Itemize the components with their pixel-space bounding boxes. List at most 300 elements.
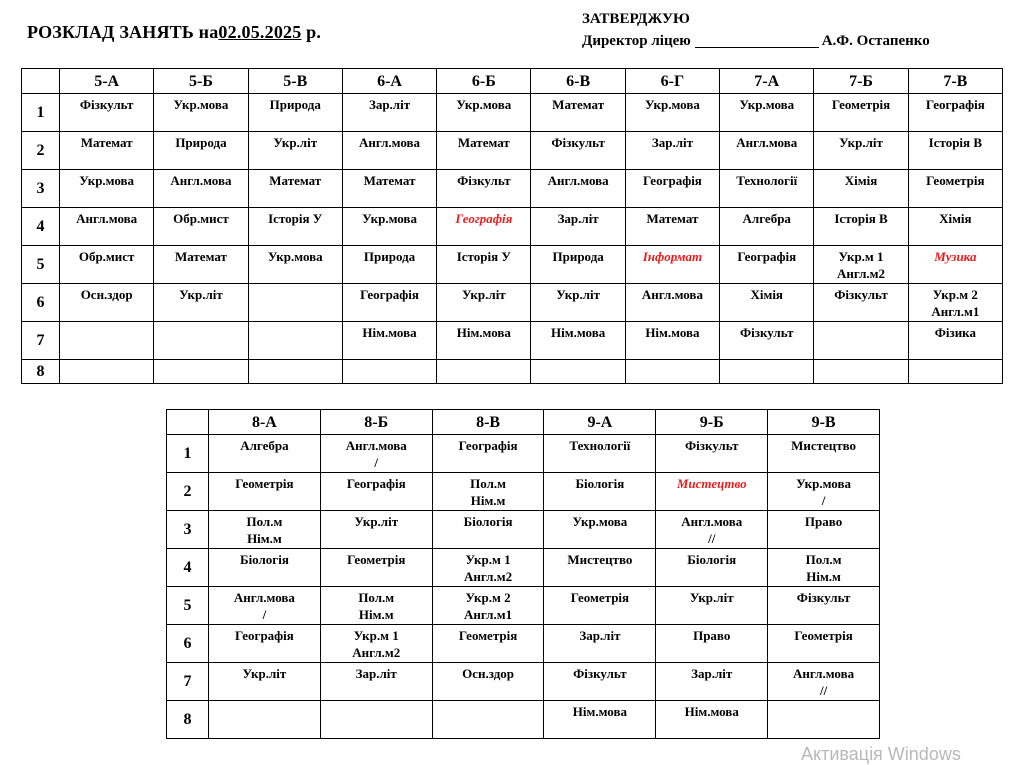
subject-name: Обр.мист (78, 249, 135, 264)
lesson-number: 4 (22, 208, 60, 246)
lesson-cell (248, 322, 342, 360)
lesson-cell (154, 360, 248, 384)
subject-name: Мистецтво (791, 438, 857, 453)
lesson-cell (432, 587, 544, 625)
lesson-cell (209, 549, 321, 587)
subject-name: Обр.мист (173, 211, 229, 226)
subject-name: Пол.м (358, 590, 395, 605)
lesson-cell (209, 625, 321, 663)
subject-name: Історія У (268, 211, 323, 226)
lesson-cell (531, 208, 625, 246)
class-header: 9-Б (656, 410, 768, 435)
subject-name: Укр.літ (461, 287, 506, 302)
lesson-cell (342, 246, 436, 284)
subject-name: Нім.мова (551, 325, 606, 340)
subject-name: Природа (175, 135, 227, 150)
lesson-cell (320, 625, 432, 663)
subject-name: Укр.мова (572, 514, 628, 529)
lesson-number: 8 (22, 360, 60, 384)
subject-name: Математ (174, 249, 227, 264)
title-text: РОЗКЛАД ЗАНЯТЬ на (27, 22, 219, 42)
lesson-cell (625, 208, 719, 246)
subject-name: Англ.м2 (837, 266, 886, 281)
lesson-cell (544, 435, 656, 473)
approval-block (582, 8, 930, 52)
header-row (22, 69, 1003, 94)
lesson-number: 1 (22, 94, 60, 132)
subject-name: Геометрія (458, 628, 518, 643)
class-header: 9-В (768, 410, 880, 435)
lesson-cell (60, 170, 154, 208)
subject-name: Фізкульт (739, 325, 794, 340)
subject-name: Фізика (934, 325, 976, 340)
lesson-cell (768, 587, 880, 625)
lesson-cell (432, 663, 544, 701)
lesson-number: 8 (167, 701, 209, 739)
lesson-cell (531, 246, 625, 284)
lesson-cell (432, 625, 544, 663)
lesson-cell (531, 284, 625, 322)
subject-name: Математ (269, 173, 322, 188)
subject-name: Укр.літ (273, 135, 318, 150)
subject-name: Біологія (687, 552, 737, 567)
lesson-cell (60, 284, 154, 322)
lesson-cell (209, 473, 321, 511)
subject-name: Зар.літ (691, 666, 733, 681)
subject-name: Пол.м (805, 552, 842, 567)
subject-name: Біологія (575, 476, 625, 491)
lesson-cell (60, 246, 154, 284)
lesson-number: 3 (22, 170, 60, 208)
subject-name: Зар.літ (368, 97, 411, 112)
lesson-cell (768, 663, 880, 701)
signature-line (695, 47, 819, 48)
subject-name: Математ (80, 135, 133, 150)
schedule-table-grades-5-7 (21, 68, 1003, 384)
subject-name: // (708, 531, 716, 546)
lesson-cell (656, 701, 768, 739)
lesson-cell (908, 322, 1002, 360)
lesson-number: 6 (22, 284, 60, 322)
subject-name: Англ.мова (681, 514, 743, 529)
header-row (167, 410, 880, 435)
lesson-cell (154, 94, 248, 132)
lesson-cell (209, 701, 321, 739)
title-date: 02.05.2025 (218, 22, 302, 42)
subject-name: Географія (925, 97, 985, 112)
subject-name: Хімія (939, 211, 972, 226)
lesson-cell (60, 360, 154, 384)
lesson-cell (908, 284, 1002, 322)
subject-name: / (374, 455, 379, 470)
lesson-cell (320, 701, 432, 739)
subject-name: Укр.мова (267, 249, 323, 264)
lesson-cell (531, 170, 625, 208)
lesson-cell (625, 360, 719, 384)
lesson-cell (814, 208, 908, 246)
subject-name: Природа (552, 249, 604, 264)
lesson-cell (248, 284, 342, 322)
lesson-cell (544, 587, 656, 625)
subject-name: Пол.м (246, 514, 283, 529)
lesson-cell (60, 132, 154, 170)
lesson-cell (908, 246, 1002, 284)
lesson-cell (437, 132, 531, 170)
lesson-number: 7 (167, 663, 209, 701)
subject-name: Природа (269, 97, 321, 112)
class-header: 6-Б (437, 69, 531, 94)
subject-name: Англ.мова (233, 590, 295, 605)
lesson-number: 7 (22, 322, 60, 360)
subject-name: Фізкульт (79, 97, 134, 112)
lesson-cell (248, 360, 342, 384)
subject-name: Географія (737, 249, 797, 264)
corner-cell (22, 69, 60, 94)
lesson-cell (908, 132, 1002, 170)
lesson-row (22, 208, 1003, 246)
subject-name: Географія (360, 287, 419, 302)
subject-name: Укр.літ (179, 287, 223, 302)
lesson-cell (154, 170, 248, 208)
class-header: 6-Г (625, 69, 719, 94)
lesson-cell (544, 663, 656, 701)
lesson-number: 5 (22, 246, 60, 284)
subject-name: Укр.літ (839, 135, 883, 150)
subject-name: Географія (458, 438, 518, 453)
subject-name: Нім.м (247, 531, 282, 546)
lesson-cell (720, 322, 814, 360)
lesson-cell (814, 284, 908, 322)
lesson-cell (320, 549, 432, 587)
lesson-cell (432, 435, 544, 473)
subject-name: Англ.мова (359, 135, 421, 150)
lesson-cell (437, 170, 531, 208)
class-header: 8-В (432, 410, 544, 435)
lesson-cell (342, 322, 436, 360)
subject-name: Англ.мова (170, 173, 232, 188)
lesson-cell (342, 360, 436, 384)
lesson-cell (544, 473, 656, 511)
subject-name: Математ (646, 211, 699, 226)
lesson-cell (154, 208, 248, 246)
subject-name: / (262, 607, 267, 622)
subject-name: Природа (363, 249, 416, 264)
lesson-cell (432, 701, 544, 739)
lesson-cell (320, 473, 432, 511)
subject-name: Укр.м 1 (465, 552, 511, 567)
lesson-cell (720, 360, 814, 384)
subject-name: Укр.літ (242, 666, 287, 681)
subject-name: Географія (235, 628, 294, 643)
lesson-cell (908, 94, 1002, 132)
subject-name: Фізкульт (684, 438, 739, 453)
lesson-cell (768, 549, 880, 587)
subject-name: Нім.мова (362, 325, 417, 340)
lesson-number: 5 (167, 587, 209, 625)
lesson-cell (656, 549, 768, 587)
lesson-cell (814, 94, 908, 132)
lesson-cell (437, 246, 531, 284)
subject-name: Зар.літ (557, 211, 599, 226)
subject-name: Укр.м 1 (838, 249, 884, 264)
lesson-cell (531, 322, 625, 360)
subject-name: Геометрія (235, 476, 294, 491)
lesson-cell (437, 94, 531, 132)
lesson-cell (60, 94, 154, 132)
subject-name: Укр.мова (739, 97, 795, 112)
subject-name: Укр.мова (645, 97, 700, 112)
subject-name: Біологія (239, 552, 289, 567)
lesson-number: 4 (167, 549, 209, 587)
subject-name: Право (693, 628, 731, 643)
subject-name: Укр.мова (173, 97, 229, 112)
lesson-cell (656, 473, 768, 511)
lesson-cell (437, 360, 531, 384)
lesson-cell (437, 208, 531, 246)
subject-name: Технології (736, 173, 798, 188)
lesson-number: 3 (167, 511, 209, 549)
subject-name: Мистецтво (567, 552, 633, 567)
subject-name: Право (804, 514, 843, 529)
subject-name: Укр.мова (362, 211, 417, 226)
lesson-cell (544, 701, 656, 739)
lesson-cell (342, 132, 436, 170)
subject-name: Нім.м (358, 607, 394, 622)
subject-name: Нім.мова (456, 325, 511, 340)
lesson-cell (342, 94, 436, 132)
subject-name: Історія У (456, 249, 511, 264)
lesson-cell (432, 473, 544, 511)
corner-cell (167, 410, 209, 435)
lesson-row (22, 94, 1003, 132)
lesson-cell (625, 284, 719, 322)
lesson-cell (656, 625, 768, 663)
lesson-row (22, 322, 1003, 360)
lesson-cell (625, 170, 719, 208)
lesson-cell (656, 587, 768, 625)
lesson-cell (814, 246, 908, 284)
lesson-row (167, 701, 880, 739)
subject-name: Географія (455, 211, 513, 226)
lesson-cell (209, 663, 321, 701)
lesson-cell (342, 284, 436, 322)
lesson-cell (768, 435, 880, 473)
class-header: 7-В (908, 69, 1002, 94)
subject-name: Укр.мова (456, 97, 512, 112)
lesson-cell (656, 511, 768, 549)
lesson-cell (625, 94, 719, 132)
subject-name: Укр.м 1 (353, 628, 399, 643)
subject-name: Хімія (750, 287, 783, 302)
lesson-cell (814, 170, 908, 208)
lesson-cell (209, 435, 321, 473)
subject-name: Фізкульт (796, 590, 851, 605)
subject-name: Географія (346, 476, 406, 491)
lesson-row (167, 511, 880, 549)
lesson-cell (154, 284, 248, 322)
subject-name: Зар.літ (355, 666, 397, 681)
subject-name: Нім.мова (645, 325, 700, 340)
lesson-cell (720, 170, 814, 208)
lesson-cell (154, 322, 248, 360)
subject-name: Музика (934, 249, 977, 264)
subject-name: Алгебра (742, 211, 791, 226)
subject-name: Англ.м1 (464, 607, 513, 622)
lesson-cell (248, 132, 342, 170)
subject-name: Геометрія (347, 552, 406, 567)
lesson-cell (248, 246, 342, 284)
subject-name: Математ (552, 97, 605, 112)
subject-name: Алгебра (240, 438, 289, 453)
director-line (582, 30, 930, 52)
lesson-cell (437, 322, 531, 360)
lesson-row (167, 549, 880, 587)
subject-name: Укр.м 2 (932, 287, 978, 302)
subject-name: Мистецтво (676, 476, 747, 491)
subject-name: Фізкульт (457, 173, 511, 188)
lesson-cell (768, 511, 880, 549)
lesson-cell (320, 587, 432, 625)
subject-name: Укр.літ (556, 287, 600, 302)
lesson-cell (531, 132, 625, 170)
lesson-cell (656, 663, 768, 701)
director-label: Директор ліцею (582, 33, 691, 49)
class-header: 7-Б (814, 69, 908, 94)
subject-name: // (819, 683, 828, 698)
subject-name: Геометрія (831, 97, 891, 112)
lesson-cell (154, 246, 248, 284)
subject-name: Укр.м 2 (465, 590, 511, 605)
lesson-cell (320, 663, 432, 701)
subject-name: Інформат (642, 249, 703, 264)
lesson-row (22, 360, 1003, 384)
subject-name: Технології (569, 438, 631, 453)
subject-name: Укр.мова (796, 476, 851, 491)
subject-name: Укр.літ (689, 590, 734, 605)
windows-activation-watermark: Активація Windows (801, 744, 961, 764)
lesson-number: 1 (167, 435, 209, 473)
director-name: А.Ф. Остапенко (821, 33, 930, 49)
subject-name: Нім.мова (572, 704, 627, 719)
subject-name: Математ (457, 135, 510, 150)
lesson-row (167, 587, 880, 625)
subject-name: Зар.літ (651, 135, 693, 150)
subject-name: Геометрія (794, 628, 853, 643)
lesson-row (22, 246, 1003, 284)
lesson-cell (342, 208, 436, 246)
schedule-table-grades-8-9 (166, 409, 880, 739)
subject-name: Укр.літ (354, 514, 399, 529)
lesson-cell (60, 322, 154, 360)
class-header: 6-А (342, 69, 436, 94)
lesson-row (167, 625, 880, 663)
lesson-cell (768, 701, 880, 739)
subject-name: Зар.літ (579, 628, 621, 643)
subject-name: Географія (643, 173, 702, 188)
lesson-cell (768, 473, 880, 511)
lesson-cell (625, 322, 719, 360)
subject-name: Англ.мова (547, 173, 609, 188)
lesson-cell (656, 435, 768, 473)
subject-name: Англ.мова (76, 211, 138, 226)
lesson-cell (768, 625, 880, 663)
lesson-cell (908, 208, 1002, 246)
page-title (27, 22, 321, 43)
lesson-row (167, 435, 880, 473)
subject-name: Осн.здор (80, 287, 133, 302)
class-header: 8-А (209, 410, 321, 435)
subject-name: Історія В (834, 211, 888, 226)
subject-name: Нім.м (470, 493, 506, 508)
lesson-cell (814, 132, 908, 170)
subject-name: Англ.мова (345, 438, 407, 453)
lesson-cell (908, 360, 1002, 384)
subject-name: Пол.м (470, 476, 506, 491)
lesson-cell (320, 435, 432, 473)
lesson-cell (531, 360, 625, 384)
subject-name: Біологія (463, 514, 513, 529)
lesson-cell (625, 246, 719, 284)
lesson-cell (544, 625, 656, 663)
subject-name: Історія В (928, 135, 982, 150)
lesson-cell (209, 587, 321, 625)
lesson-cell (432, 511, 544, 549)
subject-name: Геометрія (926, 173, 985, 188)
lesson-cell (437, 284, 531, 322)
subject-name: Нім.м (806, 569, 841, 584)
lesson-cell (720, 284, 814, 322)
subject-name: Укр.мова (79, 173, 135, 188)
class-header: 9-А (544, 410, 656, 435)
lesson-cell (544, 549, 656, 587)
class-header: 8-Б (320, 410, 432, 435)
lesson-cell (544, 511, 656, 549)
lesson-cell (625, 132, 719, 170)
subject-name: Англ.мова (736, 135, 798, 150)
subject-name: Англ.м1 (931, 304, 980, 319)
subject-name: Геометрія (570, 590, 630, 605)
lesson-cell (720, 208, 814, 246)
lesson-number: 2 (167, 473, 209, 511)
lesson-cell (342, 170, 436, 208)
lesson-row (167, 663, 880, 701)
lesson-cell (248, 208, 342, 246)
class-header: 5-В (248, 69, 342, 94)
lesson-row (167, 473, 880, 511)
class-header: 5-А (60, 69, 154, 94)
lesson-cell (908, 170, 1002, 208)
subject-name: Нім.мова (684, 704, 739, 719)
approval-title: ЗАТВЕРДЖУЮ (582, 11, 690, 27)
lesson-cell (814, 322, 908, 360)
lesson-cell (60, 208, 154, 246)
lesson-number: 2 (22, 132, 60, 170)
lesson-number: 6 (167, 625, 209, 663)
subject-name: Фізкульт (551, 135, 605, 150)
subject-name: Англ.мова (793, 666, 855, 681)
lesson-cell (248, 170, 342, 208)
class-header: 6-В (531, 69, 625, 94)
subject-name: / (821, 493, 826, 508)
lesson-cell (154, 132, 248, 170)
subject-name: Фізкульт (573, 666, 627, 681)
lesson-row (22, 170, 1003, 208)
lesson-cell (531, 94, 625, 132)
subject-name: Хімія (844, 173, 878, 188)
subject-name: Осн.здор (462, 666, 515, 681)
subject-name: Математ (363, 173, 416, 188)
lesson-cell (720, 132, 814, 170)
